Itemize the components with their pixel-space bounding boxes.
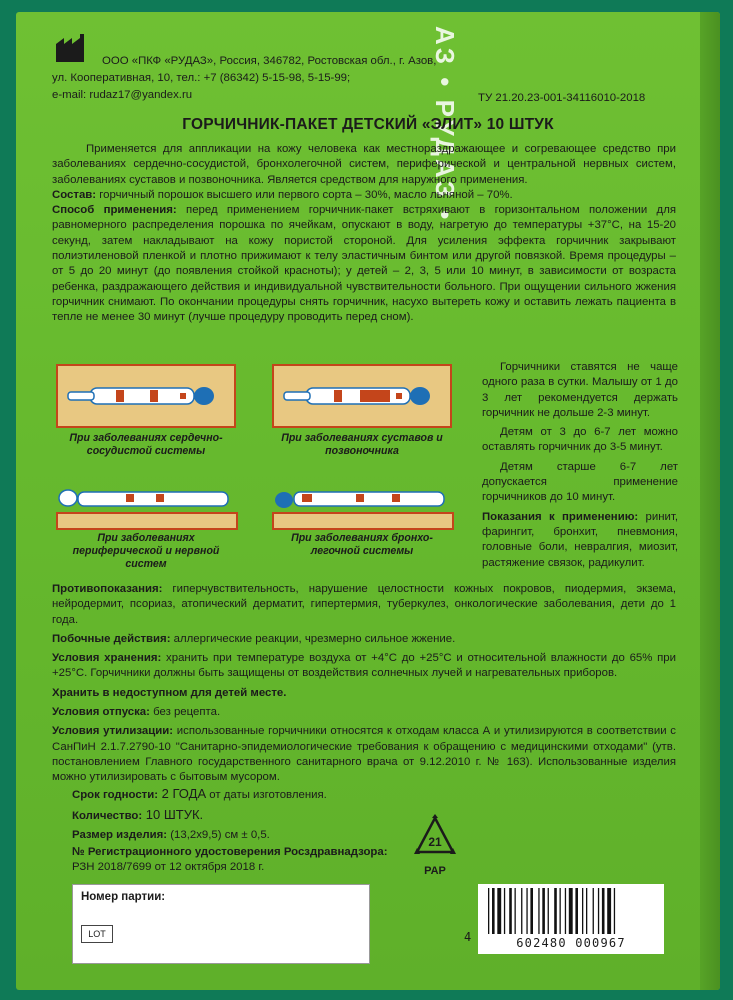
caption-nerve: При заболеваниях периферической и нервной систем	[72, 532, 220, 570]
barcode-bar	[593, 888, 594, 934]
watermark: АЗ • РУДАЗ •	[430, 26, 460, 223]
bed-cardio	[56, 512, 238, 530]
caption-broncho: При заболеваниях бронхо-легочной системы	[291, 532, 433, 557]
storage-text: хранить при температуре воздуха от +4°С до +25°С и относительной влажности до 65% при +25°С. Горчичники должны быть защищены от воздействия солнечных лучей и нагревательных приборов.	[52, 652, 676, 680]
barcode	[478, 884, 664, 954]
barcode-bar	[554, 888, 557, 934]
batch-label: Номер партии:	[81, 891, 166, 903]
barcode-bar	[582, 888, 583, 934]
main-text	[52, 142, 676, 326]
recycle-mark	[412, 814, 458, 878]
caption-cardio: При заболеваниях сердечно-сосудистой системы	[69, 432, 223, 457]
indications	[482, 510, 678, 571]
barcode-bar	[497, 888, 501, 934]
recycle-icon	[412, 814, 458, 860]
manufacturer-email: e-mail: rudaz17@yandex.ru	[52, 89, 193, 101]
barcode-bar	[515, 888, 516, 934]
contraindications-text: гиперчувствительность, нарушение целостности кожных покровов, пиодермия, экзема, нейродермит, псориаз, атопический дерматит, гипертермия, туберкулез, онкологические заболевания, дети до 1 года.	[52, 583, 676, 626]
barcode-bar	[548, 888, 549, 934]
disposal	[52, 724, 676, 785]
side-effects	[52, 632, 676, 647]
barcode-bar	[598, 888, 599, 934]
indications-text: ринит, фарингит, бронхит, пневмония, головные боли, невралгия, миозит, растяжение связок, радикулит.	[482, 510, 678, 569]
package-edge	[700, 12, 720, 990]
frequency-p2: Детям от 3 до 6-7 лет можно оставлять горчичник до 3-5 минут.	[482, 426, 678, 454]
recycle-number: 21	[428, 835, 442, 849]
barcode-bar	[488, 888, 489, 934]
shelf-life-value: 2 ГОДА	[158, 786, 207, 801]
frequency-p3: Детям старше 6-7 лет допускается применение горчичников до 10 минут.	[482, 460, 678, 504]
storage	[52, 651, 676, 682]
recycle-code: PAP	[424, 865, 446, 877]
barcode-bar	[602, 888, 605, 934]
barcode-bar	[538, 888, 539, 934]
batch-box	[72, 884, 370, 964]
barcode-bar	[509, 888, 512, 934]
spec-list	[72, 784, 432, 875]
composition-text: горчичный порошок высшего или первого сорта – 30%, масло льняной – 70%.	[96, 188, 513, 201]
lower-text	[52, 582, 676, 786]
disposal-text: использованные горчичники относятся к отходам класса А и утилизируются в соответствии с СанПиН 2.1.7.2790-10 "Санитарно-эпидемиологические требования к обращению с медицинскими отходами" (утв. постановлением Главного государственного санитарного врача от 9.12.2010 г. № 163). Использованные изделия можно утилизировать с бытовым мусором.	[52, 725, 676, 784]
body-lying-icon	[56, 482, 238, 512]
dispense-text: без рецепта.	[149, 706, 221, 719]
keep-away	[52, 686, 676, 701]
page-title: ГОРЧИЧНИК-ПАКЕТ ДЕТСКИЙ «ЭЛИТ» 10 ШТУК	[182, 116, 554, 133]
intro-text: Применяется для аппликации на кожу человека как местнораздражающее и согревающее средство при заболеваниях сердечно-сосудистой, бронхолегочной систем, периферической и центральной нервных систем, заболеваниях суставов и позвоночника. Является средством для наружного применения.	[52, 143, 676, 186]
frequency-text	[482, 360, 678, 571]
usage	[52, 203, 676, 325]
barcode-bar	[492, 888, 495, 934]
shelf-life-text: от даты изготовления.	[206, 789, 327, 801]
lot-box: LOT	[81, 925, 113, 943]
registration	[72, 845, 432, 875]
storage-label: Условия хранения:	[52, 652, 162, 665]
barcode-bar	[530, 888, 533, 934]
barcode-digits: 602480 000967	[516, 936, 626, 950]
barcode-bar	[607, 888, 611, 934]
registration-value: РЗН 2018/7699 от 12 октября 2018 г.	[72, 861, 265, 873]
barcode-bar	[542, 888, 545, 934]
quantity-label: Количество:	[72, 810, 143, 822]
composition-label: Состав:	[52, 188, 97, 201]
barcode-bar	[526, 888, 527, 934]
tu-code: ТУ 21.20.23-001-34116010-2018	[478, 92, 646, 104]
dispense-label: Условия отпуска:	[52, 706, 150, 719]
frequency-p1: Горчичники ставятся не чаще одного раза в сутки. Малышу от 1 до 3 лет рекомендуется держать горчичник не дольше 2-3 минут.	[482, 361, 678, 419]
body-figure-icon	[58, 366, 234, 426]
dispense	[52, 705, 676, 720]
size-value: (13,2х9,5) см ± 0,5.	[167, 829, 270, 841]
manufacturer-line-2: ул. Кооперативная, 10, тел.: +7 (86342) 5-15-98, 5-15-99;	[52, 72, 351, 84]
size	[72, 826, 432, 845]
usage-text: перед применением горчичник-пакет встряхивают в горизонтальном положении для равномерного распределения порошка по ячейкам, опускают в воду, нагретую до температуры +37°С, на 15-20 секунд, затем накладывают на кожу пористой стороной. Для усиления эффекта горчичник закрывают полиэтиленовой пленкой и плотно прижимают к телу эластичным бинтом или другой повязкой. Время процедуры – от 5 до 20 минут (до появления стойкой краснoты); у детей – 2, 3, 5 или 10 минут, в зависимости от возраста ребенка, раздражающего действия и индивидуальной чувствительности больного. При ощущении сильного жжения горчичник снимают. По окончании процедуры снять горчичник, насухо вытереть кожу и оставить лежать пациента в тепле не менее 30 минут (лучше процедуру проводить перед сном).	[52, 204, 677, 324]
barcode-bar	[575, 888, 578, 934]
illustration-cardio	[56, 364, 236, 428]
shelf-life	[72, 784, 432, 805]
composition	[52, 188, 676, 203]
illustration-joints	[272, 364, 452, 428]
contraindications-label: Противопоказания:	[52, 583, 163, 595]
caption-joints: При заболеваниях суставов и позвоночника	[281, 432, 443, 457]
barcode-bar	[614, 888, 615, 934]
package-back	[16, 12, 720, 990]
body-figure-icon	[274, 366, 450, 426]
disposal-label: Условия утилизации:	[52, 725, 174, 738]
barcode-bar	[565, 888, 566, 934]
body-lying-icon	[272, 482, 454, 512]
quantity	[72, 805, 432, 826]
side-effects-label: Побочные действия:	[52, 632, 171, 645]
manufacturer-info	[52, 55, 437, 104]
registration-label: № Регистрационного удостоверения Росздравнадзора:	[72, 846, 388, 858]
barcode-bars	[484, 888, 658, 934]
keep-away-text: Хранить в недоступном для детей месте.	[52, 686, 287, 699]
indications-label: Показания к применению:	[482, 510, 639, 523]
barcode-bar	[521, 888, 522, 934]
quantity-value: 10 ШТУК.	[142, 807, 204, 822]
bed-broncho	[272, 512, 454, 530]
barcode-bar	[560, 888, 561, 934]
manufacturer-line-1: ООО «ПКФ «РУДАЗ», Россия, 346782, Ростовская обл., г. Азов,	[102, 55, 437, 67]
usage-label: Способ применения:	[52, 204, 177, 217]
barcode-bar	[586, 888, 587, 934]
contraindications	[52, 582, 676, 628]
side-effects-text: аллергические реакции, чрезмерно сильное жжение.	[170, 632, 456, 645]
size-label: Размер изделия:	[72, 829, 168, 841]
barcode-prefix: 4	[464, 930, 472, 944]
barcode-bar	[504, 888, 505, 934]
barcode-bar	[569, 888, 573, 934]
shelf-life-label: Срок годности:	[72, 789, 159, 801]
